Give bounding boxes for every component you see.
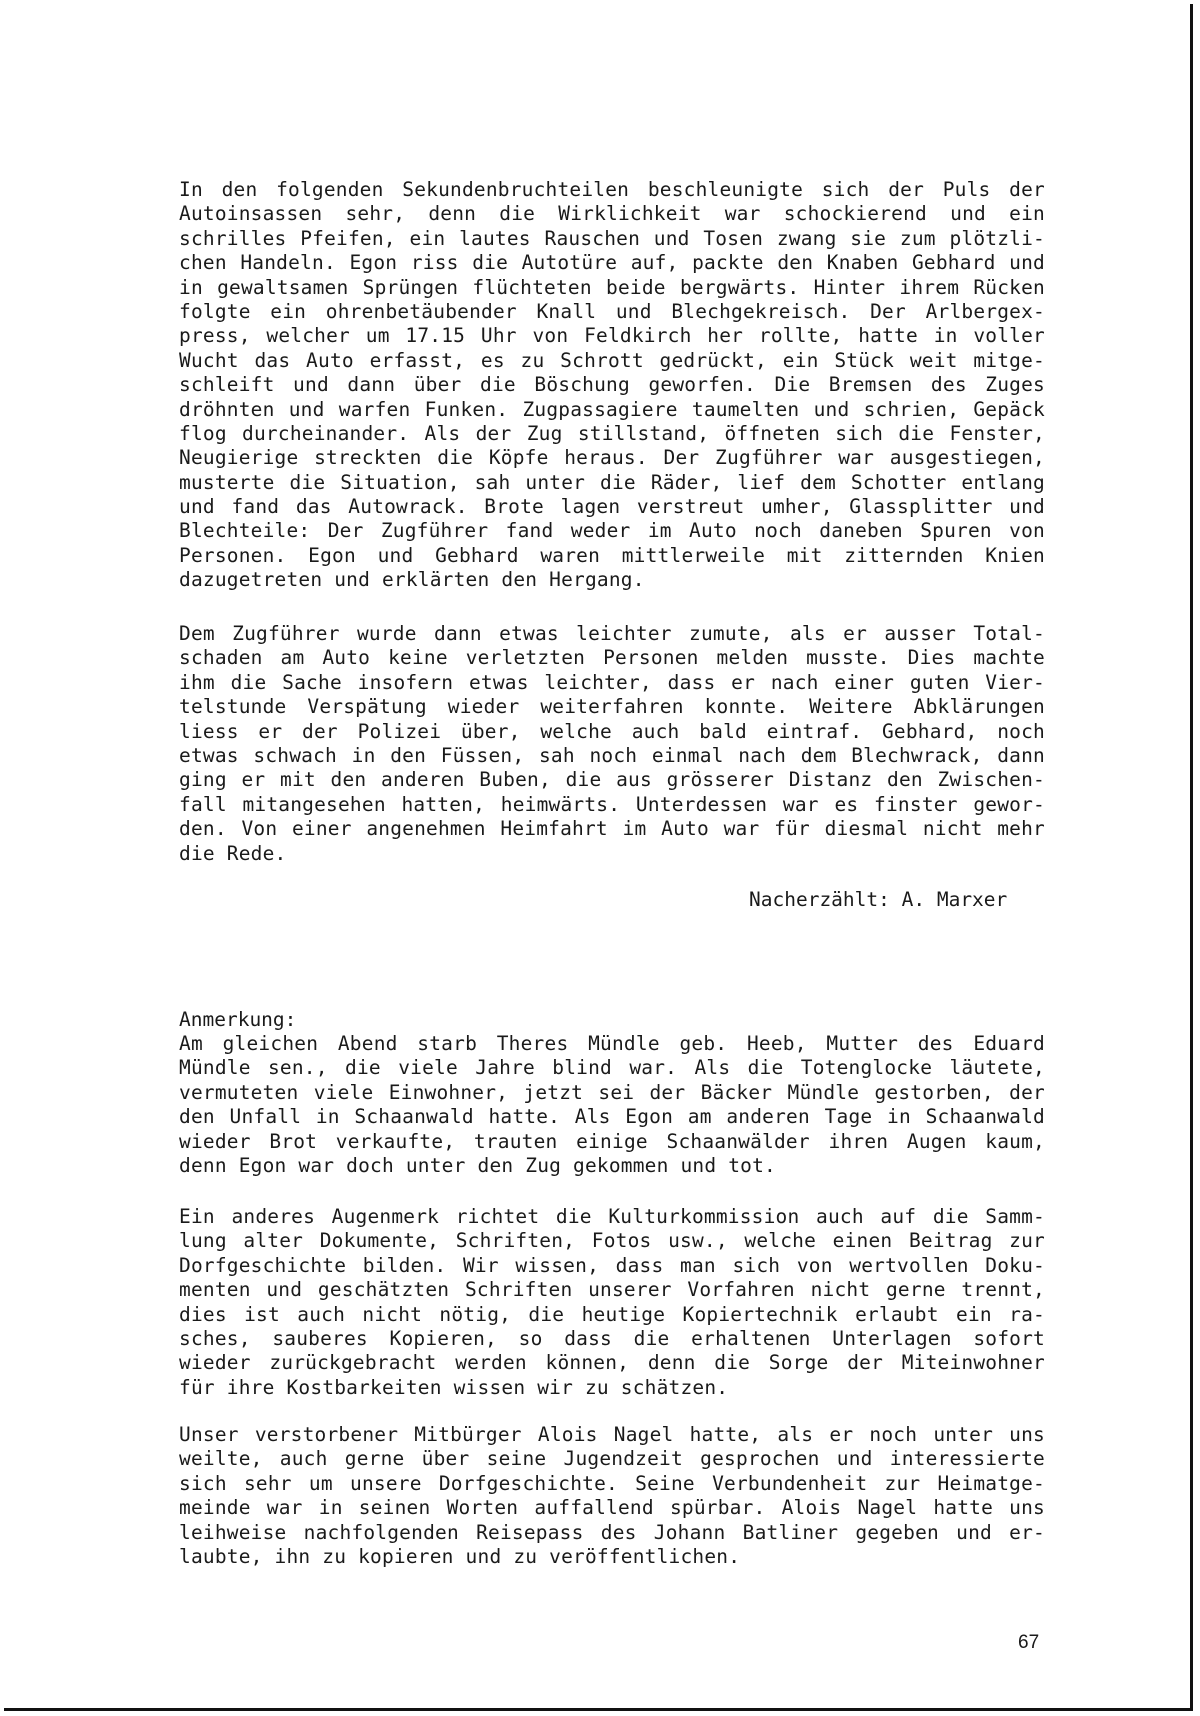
paragraph-culture-commission (179, 1205, 1045, 1400)
text-line: wieder Brot verkaufte, trauten einige Schaanwälder ihren Augen kaum, (179, 1129, 1045, 1153)
text-line: vermuteten viele Einwohner, jetzt sei der Bäcker Mündle gestorben, der (179, 1080, 1045, 1104)
text-line: weilte, auch gerne über seine Jugendzeit gesprochen und interessierte (179, 1447, 1045, 1471)
text-line: Wucht das Auto erfasst, es zu Schrott gedrückt, ein Stück weit mitge- (179, 348, 1045, 372)
text-line: in gewaltsamen Sprüngen flüchteten beide bergwärts. Hinter ihrem Rücken (179, 275, 1045, 299)
text-line: Mündle sen., die viele Jahre blind war. Als die Totenglocke läutete, (179, 1056, 1045, 1080)
text-line: schrilles Pfeifen, ein lautes Rauschen und Tosen zwang sie zum plötzli- (179, 226, 1045, 250)
paragraph-aftermath (179, 622, 1045, 866)
text-line: den. Von einer angenehmen Heimfahrt im Auto war für diesmal nicht mehr (179, 817, 1045, 841)
text-line: chen Handeln. Egon riss die Autotüre auf, packte den Knaben Gebhard und (179, 251, 1045, 275)
text-line: sches, sauberes Kopieren, so dass die erhaltenen Unterlagen sofort (179, 1326, 1045, 1350)
text-line: Dem Zugführer wurde dann etwas leichter zumute, als er ausser Total- (179, 622, 1045, 645)
text-line: dröhnten und warfen Funken. Zugpassagiere taumelten und schrien, Gepäck (179, 397, 1045, 421)
text-line: press, welcher um 17.15 Uhr von Feldkirch her rollte, hatte in voller (179, 324, 1045, 348)
text-line: liess er der Polizei über, welche auch bald eintraf. Gebhard, noch (179, 719, 1045, 743)
paragraph-alois-nagel (179, 1423, 1045, 1569)
text-line: meinde war in seinen Worten auffallend spürbar. Alois Nagel hatte uns (179, 1496, 1045, 1520)
page-number: 67 (1018, 1632, 1040, 1653)
text-line: ging er mit den anderen Buben, die aus grösserer Distanz den Zwischen- (179, 768, 1045, 792)
text-line: Unser verstorbener Mitbürger Alois Nagel hatte, als er noch unter uns (179, 1423, 1045, 1446)
text-line: menten und geschätzten Schriften unserer Vorfahren nicht gerne trennt, (179, 1278, 1045, 1302)
text-line: fall mitangesehen hatten, heimwärts. Unterdessen war es finster gewor- (179, 792, 1045, 816)
document-page (4, 4, 1193, 1711)
paragraph-note (179, 1032, 1045, 1178)
text-line: dies ist auch nicht nötig, die heutige Kopiertechnik erlaubt ein ra- (179, 1302, 1045, 1326)
text-line: ihm die Sache insofern etwas leichter, dass er nach einer guten Vier- (179, 670, 1045, 694)
text-line: den Unfall in Schaanwald hatte. Als Egon am anderen Tage in Schaanwald (179, 1105, 1045, 1129)
text-line: In den folgenden Sekundenbruchteilen beschleunigte sich der Puls der (179, 178, 1045, 201)
text-line: Neugierige streckten die Köpfe heraus. Der Zugführer war ausgestiegen, (179, 446, 1045, 470)
text-line: folgte ein ohrenbetäubender Knall und Blechgekreisch. Der Arlbergex- (179, 299, 1045, 323)
text-line: wieder zurückgebracht werden können, denn die Sorge der Miteinwohner (179, 1351, 1045, 1375)
text-line: etwas schwach in den Füssen, sah noch einmal nach dem Blechwrack, dann (179, 743, 1045, 767)
text-line: schleift und dann über die Böschung geworfen. Die Bremsen des Zuges (179, 373, 1045, 397)
text-line: die Rede. (179, 841, 287, 865)
text-line: denn Egon war doch unter den Zug gekommen und tot. (179, 1153, 776, 1177)
text-line: Blechteile: Der Zugführer fand weder im Auto noch daneben Spuren von (179, 519, 1045, 543)
text-line: und fand das Autowrack. Brote lagen verstreut umher, Glassplitter und (179, 495, 1045, 519)
paragraph-accident (179, 178, 1045, 593)
author-signature: Nacherzählt: A. Marxer (749, 888, 1008, 911)
text-line: sich sehr um unsere Dorfgeschichte. Seine Verbundenheit zur Heimatge- (179, 1471, 1045, 1495)
text-line: lung alter Dokumente, Schriften, Fotos usw., welche einen Beitrag zur (179, 1229, 1045, 1253)
text-line: musterte die Situation, sah unter die Räder, lief dem Schotter entlang (179, 470, 1045, 494)
text-line: Dorfgeschichte bilden. Wir wissen, dass man sich von wertvollen Doku- (179, 1253, 1045, 1277)
text-line: leihweise nachfolgenden Reisepass des Johann Batliner gegeben und er- (179, 1520, 1045, 1544)
text-line: schaden am Auto keine verletzten Personen melden musste. Dies machte (179, 646, 1045, 670)
text-line: laubte, ihn zu kopieren und zu veröffentlichen. (179, 1544, 741, 1568)
text-line: Autoinsassen sehr, denn die Wirklichkeit war schockierend und ein (179, 202, 1045, 226)
text-line: flog durcheinander. Als der Zug stillstand, öffneten sich die Fenster, (179, 421, 1045, 445)
text-line: telstunde Verspätung wieder weiterfahren konnte. Weitere Abklärungen (179, 695, 1045, 719)
text-line: Personen. Egon und Gebhard waren mittlerweile mit zitternden Knien (179, 543, 1045, 567)
text-line: Ein anderes Augenmerk richtet die Kulturkommission auch auf die Samm- (179, 1205, 1045, 1228)
text-line: für ihre Kostbarkeiten wissen wir zu schätzen. (179, 1375, 729, 1399)
text-line: dazugetreten und erklärten den Hergang. (179, 568, 645, 592)
note-heading: Anmerkung: (179, 1008, 297, 1031)
text-line: Am gleichen Abend starb Theres Mündle geb. Heeb, Mutter des Eduard (179, 1032, 1045, 1055)
